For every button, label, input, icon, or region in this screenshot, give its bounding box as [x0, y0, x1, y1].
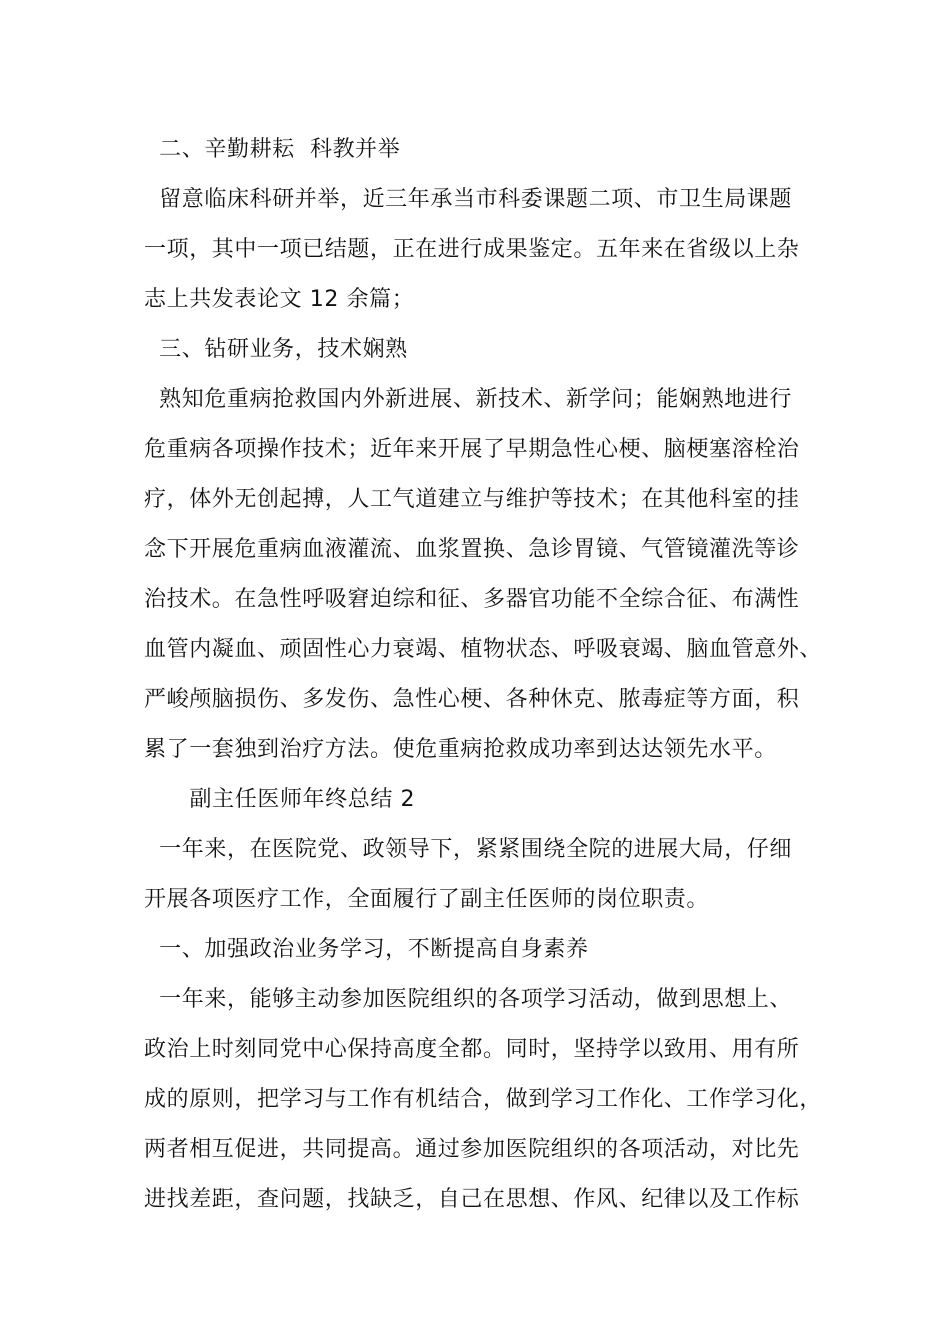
paragraph-line: 一年来，能够主动参加医院组织的各项学习活动，做到思想上、 [144, 987, 792, 1012]
paragraph-line: 开展各项医疗工作，全面履行了副主任医师的岗位职责。 [144, 887, 710, 912]
paragraph-line: 一年来，在医院党、政领导下，紧紧围绕全院的进展大局，仔细 [144, 837, 792, 862]
paragraph-line: 进找差距，查问题，找缺乏，自己在思想、作风、纪律以及工作标 [144, 1187, 800, 1212]
paragraph-line: 两者相互促进，共同提高。通过参加医院组织的各项活动，对比先 [144, 1137, 800, 1162]
paragraph-line: 疗，体外无创起搏，人工气道建立与维护等技术；在其他科室的挂 [144, 487, 800, 512]
section-heading: 一、加强政治业务学习，不断提高自身素养 [144, 937, 589, 962]
paragraph-line: 累了一套独到治疗方法。使危重病抢救成功率到达达领先水平。 [144, 737, 777, 762]
paragraph-line: 成的原则，把学习与工作有机结合，做到学习工作化、工作学习化， [144, 1087, 823, 1112]
paragraph-line: 危重病各项操作技术；近年来开展了早期急性心梗、脑梗塞溶栓治 [144, 437, 800, 462]
section-heading: 三、钻研业务，技术娴熟 [144, 337, 408, 362]
paragraph-line: 熟知危重病抢救国内外新进展、新技术、新学问；能娴熟地进行 [144, 387, 792, 412]
paragraph-line: 血管内凝血、顽固性心力衰竭、植物状态、呼吸衰竭、脑血管意外、 [144, 637, 823, 662]
section-heading: 二、辛勤耕耘 科教并举 [144, 137, 401, 162]
paragraph-line: 念下开展危重病血液灌流、血浆置换、急诊胃镜、气管镜灌洗等诊 [144, 537, 800, 562]
paragraph-line: 留意临床科研并举，近三年承当市科委课题二项、市卫生局课题 [144, 187, 792, 212]
paragraph-line: 治技术。在急性呼吸窘迫综和征、多器官功能不全综合征、布满性 [144, 587, 800, 612]
paragraph-line: 严峻颅脑损伤、多发伤、急性心梗、各种休克、脓毒症等方面，积 [144, 687, 800, 712]
paragraph-line: 志上共发表论文 12 余篇； [144, 287, 415, 312]
paragraph-line: 一项，其中一项已结题，正在进行成果鉴定。五年来在省级以上杂 [144, 237, 800, 262]
paragraph-line: 政治上时刻同党中心保持高度全都。同时，坚持学以致用、用有所 [144, 1037, 800, 1062]
document-title: 副主任医师年终总结 2 [144, 787, 416, 812]
